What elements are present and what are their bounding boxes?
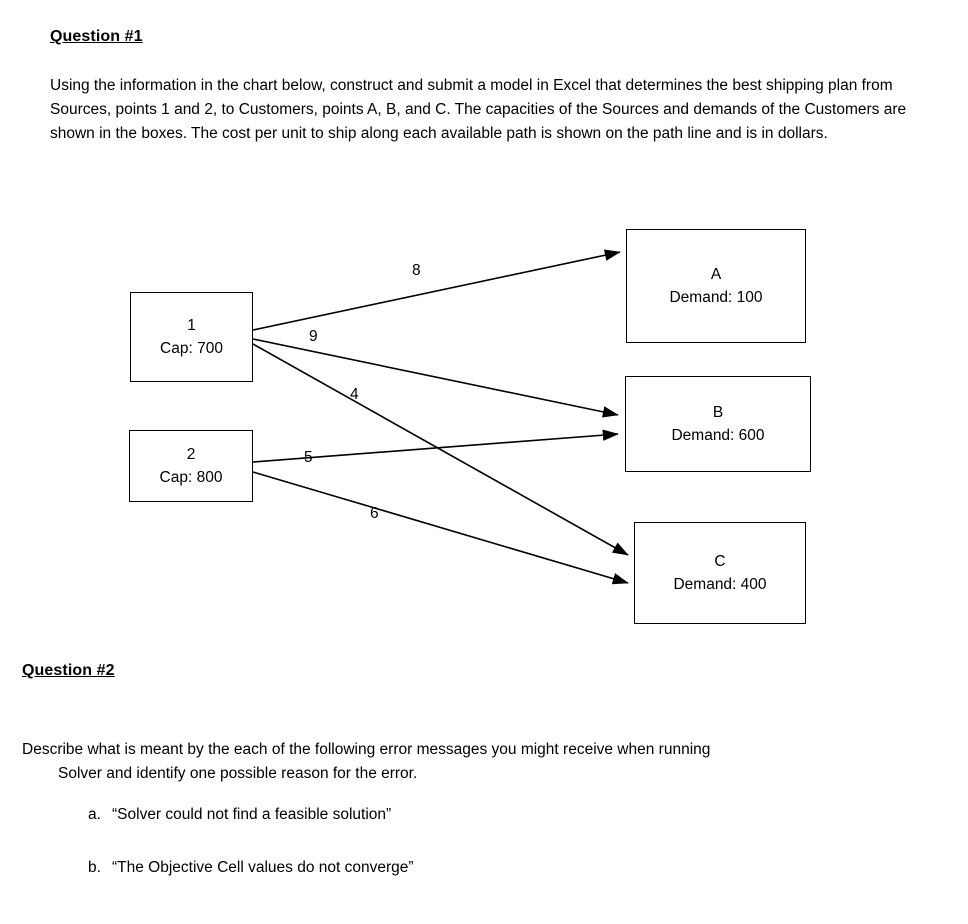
question-2-body-line1: Describe what is meant by the each of the following error messages you might receive when running (22, 741, 711, 758)
edge-cost-1-c: 4 (350, 386, 359, 403)
edge-cost-1-a: 8 (412, 262, 421, 279)
customer-node-a-label: A (710, 265, 722, 283)
edge-cost-1-b: 9 (309, 328, 318, 345)
customer-node-c-label: C (714, 552, 726, 570)
customer-node-b (625, 376, 811, 472)
question-2-heading: Question #2 (22, 662, 115, 679)
question-2-item-a-label: a. (88, 806, 101, 823)
source-node-2-label: 2 (186, 445, 196, 463)
transportation-network-diagram (0, 200, 968, 650)
question-2-item-b-label: b. (88, 859, 101, 876)
customer-node-c (634, 522, 806, 624)
customer-node-b-demand: Demand: 600 (671, 427, 765, 444)
customer-node-a-demand: Demand: 100 (669, 289, 763, 306)
question-1-heading: Question #1 (50, 28, 143, 45)
question-2-item-b-text: “The Objective Cell values do not converge” (112, 859, 414, 876)
customer-node-b-label: B (712, 403, 724, 421)
question-2-item-a-text: “Solver could not find a feasible solution” (112, 806, 392, 823)
source-node-2 (129, 430, 253, 502)
diagram-edges (0, 200, 968, 650)
edge-cost-2-b: 5 (304, 449, 313, 466)
question-2-item-b (88, 859, 414, 877)
question-1-body: Using the information in the chart below, construct and submit a model in Excel that determines the best shipping plan from Sources, points 1 and 2, to Customers, points A, B, and C. The capacities of the Sources and demands of the Customers are shown in the boxes. The cost per unit to ship along each available path is shown on the path line and is in dollars. (50, 77, 907, 143)
question-2-item-a (88, 806, 391, 824)
source-node-1-capacity: Cap: 700 (160, 340, 223, 357)
source-node-1-label: 1 (187, 316, 196, 334)
customer-node-c-demand: Demand: 400 (673, 576, 767, 593)
edge-cost-2-c: 6 (370, 505, 379, 522)
source-node-2-capacity: Cap: 800 (159, 469, 223, 486)
customer-node-a (626, 229, 806, 343)
source-node-1 (130, 292, 253, 382)
question-2-body (22, 738, 932, 786)
question-2-body-line2: Solver and identify one possible reason for the error. (58, 765, 418, 783)
